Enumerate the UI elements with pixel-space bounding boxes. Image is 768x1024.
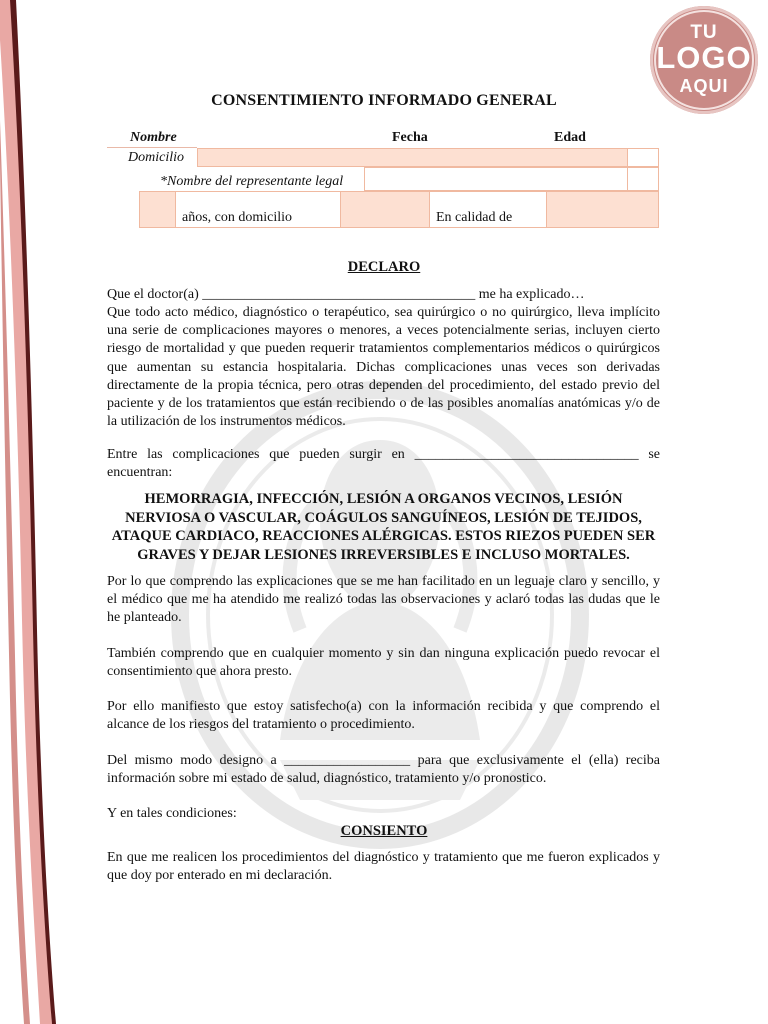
declaro-paragraph-4: Por ello manifiesto que estoy satisfecho(a) con la información recibida y que comprendo el alcance de los riesgos del tratamiento o procedimiento. <box>107 699 660 733</box>
label-nombre: Nombre <box>130 130 177 145</box>
document-title: CONSENTIMIENTO INFORMADO GENERAL <box>211 92 557 109</box>
doctor-line: Que el doctor(a) _______________________________________ me ha explicado… <box>107 287 585 302</box>
en-calidad-cell <box>429 191 547 228</box>
consiento-paragraph: En que me realicen los procedimientos del diagnóstico y tratamiento que me fueron explicados y que doy por enterado en mi declaración. <box>107 850 660 884</box>
calidad-field[interactable] <box>546 191 659 228</box>
domicilio-repr-field[interactable] <box>340 191 430 228</box>
label-edad: Edad <box>554 130 586 145</box>
decorative-ribbon <box>0 0 60 1024</box>
consiento-heading: CONSIENTO <box>340 823 428 839</box>
declaro-paragraph-5: Del mismo modo designo a __________________ para que exclusivamente el (ella) reciba información sobre mi estado de salud, diagnóstico, tratamiento y/o pronostico. <box>107 753 660 787</box>
label-fecha: Fecha <box>392 130 428 145</box>
logo-line-1: TU <box>690 22 718 43</box>
nombre-underline <box>107 147 197 148</box>
logo-line-2: LOGO <box>656 40 752 75</box>
logo-line-3: AQUI <box>679 76 729 96</box>
condiciones-line: Y en tales condiciones: <box>107 806 237 821</box>
representante-extra-cell[interactable] <box>627 167 659 191</box>
label-en-calidad: En calidad de <box>436 210 513 225</box>
label-representante: *Nombre del representante legal <box>160 174 344 189</box>
label-anos-domicilio: años, con domicilio <box>182 210 293 225</box>
complicaciones-line: Entre las complicaciones que pueden surgir en ________________________________ se encuentran: <box>107 447 660 481</box>
declaro-paragraph-1: Que todo acto médico, diagnóstico o terapéutico, sea quirúrgico o no quirúrgico, lleva implícito una serie de complicaciones mayores o menores, a veces potencialmente serias, incluyen cierto riesgo de mortalidad y que pueden requerir tratamientos complementarios médicos o quirúrgicos que aumentan su estancia hospitalaria. Dichas complicaciones unas veces son derivadas directamente de la propia técnica, pero otras dependen del procedimiento, del estado previo del paciente y de los tratamientos que están recibiendo o de las posibles anomalías anatómicas y/o de la utilización de los instrumentos médicos. <box>107 305 660 430</box>
declaro-paragraph-2: Por lo que comprendo las explicaciones que se me han facilitado en un leguaje claro y sencillo, y el médico que me ha atendido me realizó todas las observaciones y aclaró todas las dudas que le he planteado. <box>107 574 660 626</box>
complications-warning: HEMORRAGIA, INFECCIÓN, LESIÓN A ORGANOS VECINOS, LESIÓN NERVIOSA O VASCULAR, COÁGULOS SANGUÍNEOS, LESIÓN DE TEJIDOS, ATAQUE CARDIACO, REACCIONES ALÉRGICAS. ESTOS RIEZOS PUEDEN SER GRAVES Y DEJAR LESIONES IRREVERSIBLES E INCLUSO MORTALES. <box>111 491 656 563</box>
label-domicilio: Domicilio <box>128 150 184 165</box>
edad-anos-field[interactable] <box>139 191 176 228</box>
declaro-paragraph-3: También comprendo que en cualquier momento y sin dan ninguna explicación puedo revocar el consentimiento que ahora presto. <box>107 646 660 680</box>
domicilio-field[interactable] <box>197 148 628 167</box>
declaro-heading: DECLARO <box>347 259 421 275</box>
domicilio-extra-cell[interactable] <box>627 148 659 167</box>
anos-domicilio-cell <box>175 191 341 228</box>
representante-field[interactable] <box>364 167 628 191</box>
